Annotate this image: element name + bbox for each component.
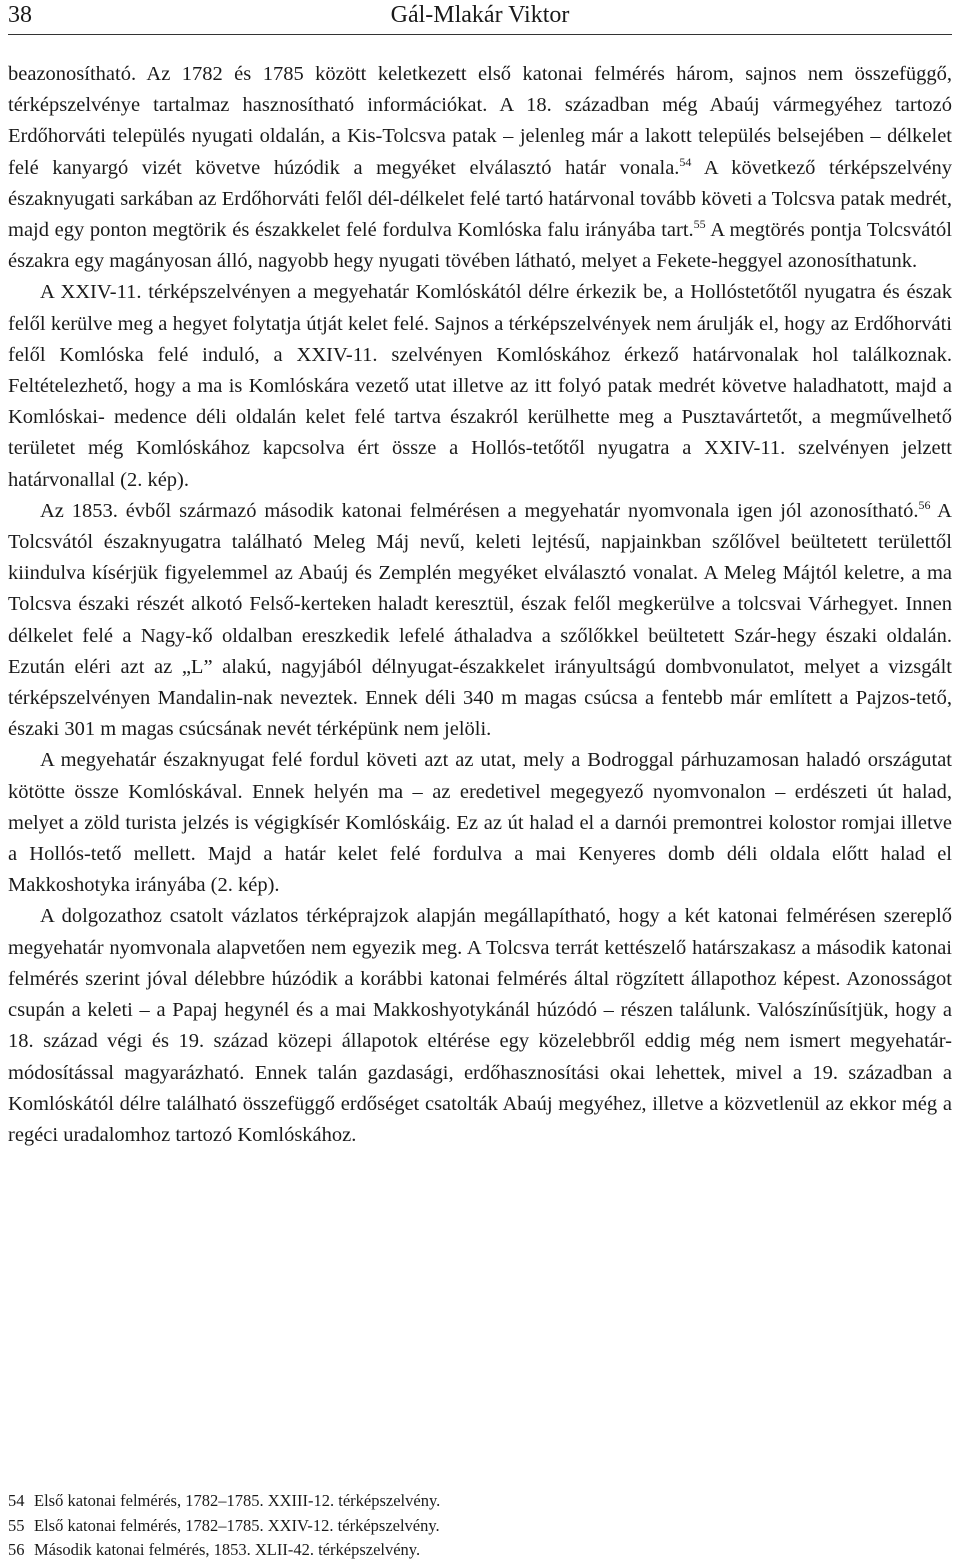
footnote-text: Második katonai felmérés, 1853. XLII-42. térképszelvény. <box>34 1540 421 1559</box>
running-title: Gál-Mlakár Viktor <box>390 2 570 28</box>
paragraph-text: A Tolcsvától északnyugatra található Meleg Máj nevű, keleti lejtésű, napjainkban szőlővel beültetett területtől kiindulva kísérjük figyelemmel az Abaúj és Zemplén megyéket elválasztó vonalat. A Meleg Májtól keletre, a ma Tolcsva északi részét alkotó Felső-kerteken haladt keresztül, észak felől megkerülve a tolcsvai Várhegyet. Innen délkelet felé a Nagy-kő oldalban ereszkedik lefelé áthaladva a szőlőkkel beültetett Szár-hegy északi oldalán. Ezután eléri azt az „L” alakú, nagyjából délnyugat-északkelet irányultságú dombvonulatot, melyet a vizsgált térképszelvényen Mandalin-nak neveztek. Ennek déli 340 m magas csúcsa a fentebb már említett a Pajzos-tető, északi 301 m magas csúcsának nevét térképünk nem jelöli. <box>8 499 952 741</box>
footnote-text: Első katonai felmérés, 1782–1785. XXIII-12. térképszelvény. <box>34 1491 441 1510</box>
footnote-text: Első katonai felmérés, 1782–1785. XXIV-12. térképszelvény. <box>34 1515 440 1535</box>
footnote-number: 55 <box>8 1515 25 1535</box>
footnotes <box>8 1489 952 1563</box>
paragraph <box>8 496 952 746</box>
paragraph <box>8 277 952 495</box>
footnote-reference: 56 <box>918 498 931 513</box>
page-number: 38 <box>8 2 32 28</box>
footnote <box>8 1514 952 1539</box>
paragraph-text: A dolgozathoz csatolt vázlatos térképrajzok alapján megállapítható, hogy a két katonai felmérésen szereplő megyehatár nyomvonala alapvetően nem egyezik meg. A Tolcsva terrát kettészelő határszakasz a második katonai felmérés szerint jóval délebbre húzódik a korábbi katonai felmérés által rögzített állapothoz képest. Azonosságot csupán a keleti – a Papaj hegynél és a mai Makkoshyotykánál húzódó – részen találunk. Valószínűsítjük, hogy a 18. század végi és 19. század közepi állapotok eltérése egy közelebbről eddig még nem ismert megyehatár-módosítással magyarázható. Ennek talán gazdasági, erdőhasznosítási okai lehettek, mivel a 19. században a Komlóskától délre található összefüggő erdőséget csatolták Abaúj megyéhez, illetve a közvetlenül az ekkor még a regéci uradalomhoz tartozó Komlóskához. <box>8 905 952 1146</box>
paragraph <box>8 59 952 277</box>
paragraph-text: A megtörés pontja Tolcsvától északra egy magányosan álló, nagyobb hegy nyugati tövében látható, melyet a Fekete-heggyel azonosíthatunk. <box>8 219 952 273</box>
paragraph-text: A XXIV-11. térképszelvényen a megyehatár Komlóskától délre érkezik be, a Hollóstetőtől nyugatra és észak felől kerülve meg a hegyet folytatja útját kelet felé. Sajnos a térképszelvények nem árulják el, hogy az Erdőhorváti felől Komlóska felé induló, a XXIV-11. szelvényen Komlóskához érkező határvonalak hol találkoznak. Feltételezhető, hogy a ma is Komlóskára vezető utat illetve az itt folyó patak medrét követve haladhatott, majd a Komlóskai- medence déli oldalán kelet felé tartva északról kerülhette meg a Pusztavártetőt, a megművelhető területet még Komlóskához kapcsolva ért össze a Hollós-tetőtől nyugatra a XXIV-11. szelvényen jelzett határvonallal (2. kép). <box>8 281 952 491</box>
paragraph <box>8 901 952 1151</box>
footnote <box>8 1538 952 1563</box>
footnote-number: 54 <box>8 1491 25 1510</box>
paragraph-text: beazonosítható. Az 1782 és 1785 között keletkezett első katonai felmérés három, sajnos nem összefüggő, térképszelvénye tartalmaz hasznosítható információkat. A 18. században még Abaúj vármegyéhez tartozó Erdőhorváti település nyugati oldalán, a Kis-Tolcsva patak – jelenleg már a lakott település belsejében – délkelet felé kanyargó vizét követve húzódik a megyéket elválasztó határ vonala. <box>8 63 952 179</box>
footnote-reference: 55 <box>693 217 706 232</box>
paragraph <box>8 745 952 901</box>
body-text <box>8 59 952 1151</box>
paragraph-text: Az 1853. évből származó második katonai felmérésen a megyehatár nyomvonala igen jól azonosítható. <box>40 499 919 522</box>
footnote-number: 56 <box>8 1540 25 1559</box>
footnote-reference: 54 <box>679 154 692 169</box>
paragraph-text: A megyehatár északnyugat felé fordul követi azt az utat, mely a Bodroggal párhuzamosan haladó országutat kötötte össze Komlóskával. Ennek helyén ma – az eredetivel megegyező nyomvonalon – erdészeti út halad, melyet a zöld turista jelzés is végigkísér Komlóskáig. Ez az út halad el a darnói premontrei kolostor romjai illetve a Hollós-tető mellett. Majd a határ kelet felé fordulva a mai Kenyeres domb déli oldala előtt halad el Makkoshotyka irányába (2. kép). <box>8 749 952 897</box>
page-header <box>8 0 952 35</box>
paragraph-text: A következő térképszelvény északnyugati sarkában az Erdőhorváti felől dél-délkelet felé tartó határvonal tovább követi a Tolcsva patak medrét, majd egy ponton megtörik és északkelet felé fordulva Komlóska falu irányába tart. <box>8 156 952 242</box>
footnote <box>8 1489 952 1514</box>
